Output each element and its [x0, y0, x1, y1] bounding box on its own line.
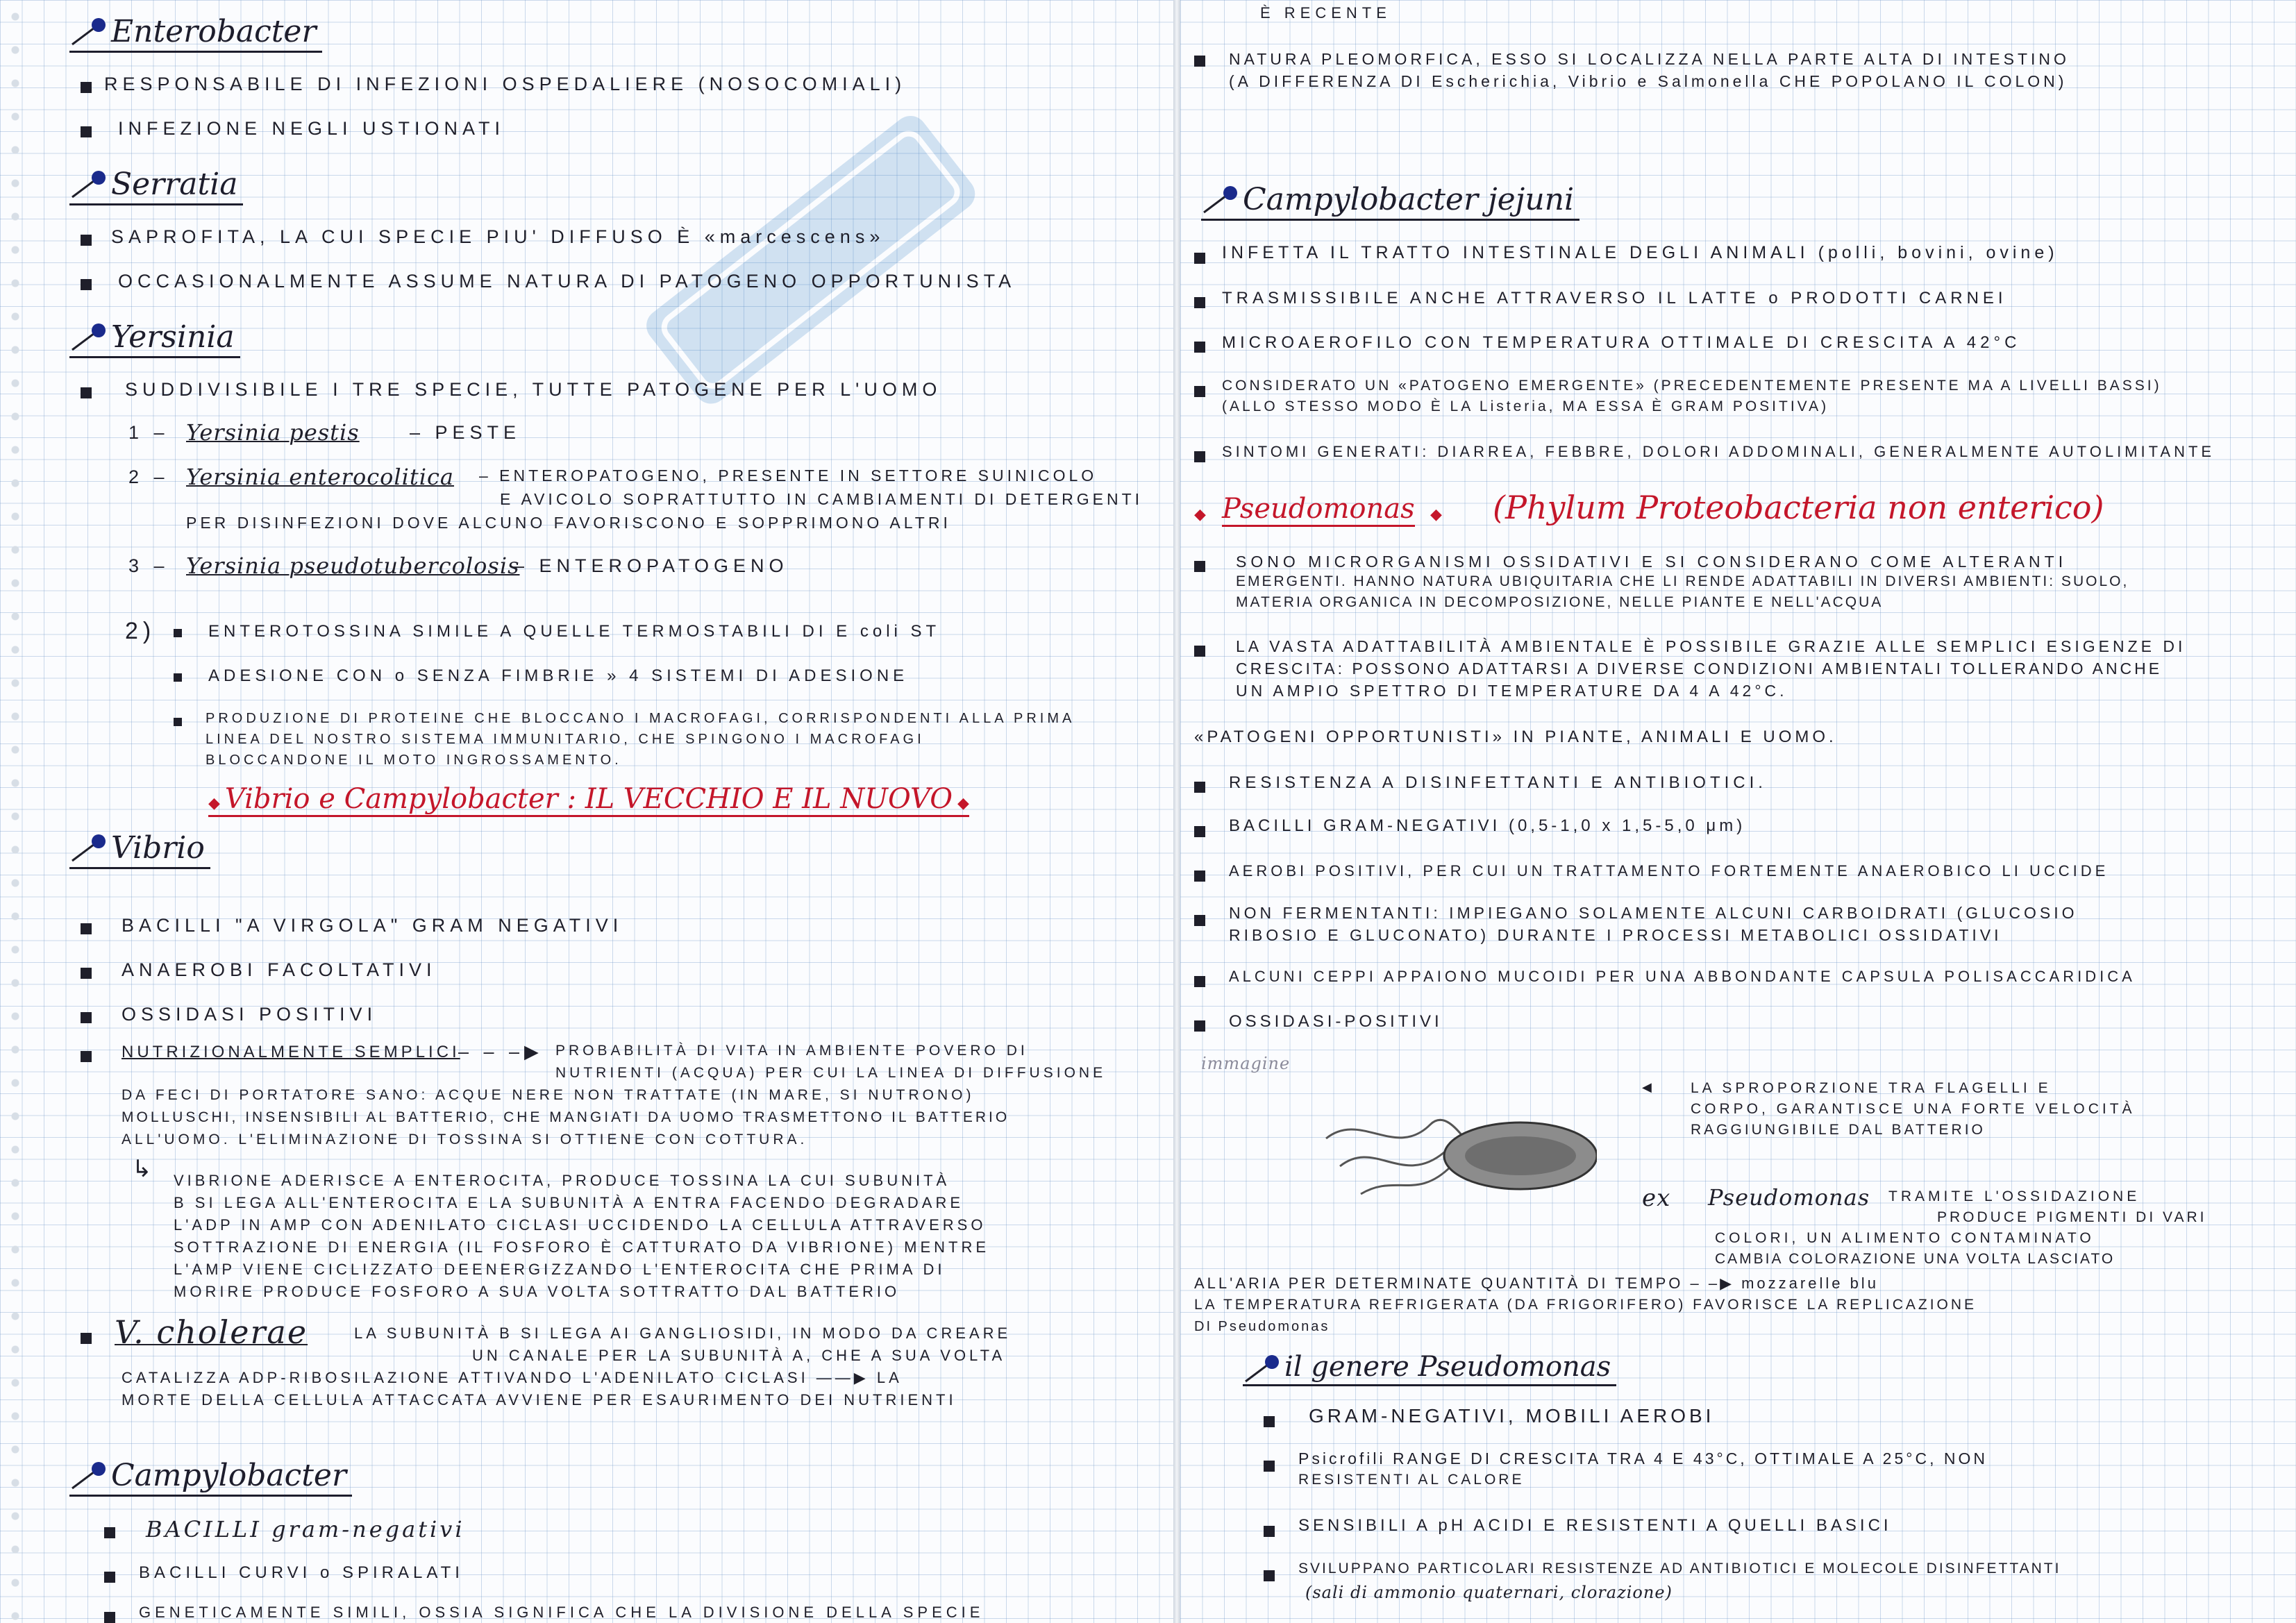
bullet-icon — [174, 629, 182, 637]
phylum-red-title: (Phylum Proteobacteria non enterico) — [1493, 489, 2104, 526]
species-name: Yersinia enterocolitica — [186, 464, 454, 490]
species-desc-cont: PER DISINFEZIONI DOVE ALCUNO FAVORISCONO E SOPPRIMONO ALTRI — [186, 514, 951, 532]
bullet-icon — [81, 1333, 92, 1344]
pseudo-line: «PATOGENI OPPORTUNISTI» IN PIANTE, ANIMALI E UOMO. — [1194, 728, 1837, 746]
pseudo-line: CRESCITA: POSSONO ADATTARSI A DIVERSE CONDIZIONI AMBIENTALI TOLLERANDO ANCHE — [1236, 659, 2163, 678]
pushpin-icon — [1243, 1355, 1283, 1383]
species-name: Yersinia pestis — [186, 419, 360, 446]
heading-text: il genere Pseudomonas — [1284, 1351, 1611, 1383]
ex-line: LA TEMPERATURA REFRIGERATA (DA FRIGORIFERO) FAVORISCE LA REPLICAZIONE — [1194, 1297, 1977, 1313]
bullet-icon — [81, 968, 92, 979]
heading-text: Vibrio — [111, 830, 205, 866]
point-item: BLOCCANDONE IL MOTO INGROSSAMENTO. — [206, 752, 622, 768]
ex-line: CAMBIA COLORAZIONE UNA VOLTA LASCIATO — [1715, 1251, 2115, 1267]
flagella-line: CORPO, GARANTISCE UNA FORTE VELOCITÀ — [1691, 1101, 2136, 1117]
bullet-icon — [1194, 826, 1205, 837]
genere-item-cont: RESISTENTI AL CALORE — [1298, 1472, 1525, 1488]
arrow-icon: – – –▶ — [458, 1041, 544, 1062]
vibrione-line: VIBRIONE ADERISCE A ENTEROCITA, PRODUCE TOSSINA LA CUI SUBUNITÀ — [174, 1172, 950, 1189]
bullet-icon — [81, 82, 92, 93]
ex-line: COLORI, UN ALIMENTO CONTAMINATO — [1715, 1230, 2095, 1246]
heading-serratia — [69, 167, 243, 205]
bullet-icon — [104, 1527, 115, 1538]
species-desc-cont: E AVICOLO SOPRATTUTTO IN CAMBIAMENTI DI DETERGENTI — [500, 490, 1143, 508]
heading-text: Campylobacter — [111, 1458, 347, 1493]
list-item: BACILLI gram-negativi — [146, 1516, 465, 1542]
ex-line: ALL'ARIA PER DETERMINATE QUANTITÀ DI TEMPO – –▶ mozzarelle blu — [1194, 1275, 1879, 1292]
ex-label: ex — [1642, 1184, 1671, 1212]
pseudo-line: SONO MICRORGANISMI OSSIDATIVI E SI CONSIDERANO COME ALTERANTI — [1236, 553, 2068, 571]
pseudo-line: BACILLI GRAM-NEGATIVI (0,5-1,0 x 1,5-5,0 μm) — [1229, 816, 1746, 835]
bullet-icon — [81, 1012, 92, 1023]
bullet-icon — [1264, 1526, 1275, 1537]
pseudo-line: RESISTENZA A DISINFETTANTI E ANTIBIOTICI. — [1229, 773, 1767, 792]
bullet-icon — [81, 126, 92, 137]
list-item: NATURA PLEOMORFICA, ESSO SI LOCALIZZA NELLA PARTE ALTA DI INTESTINO — [1229, 50, 2070, 68]
list-item: OCCASIONALMENTE ASSUME NATURA DI PATOGENO OPPORTUNISTA — [118, 271, 1016, 292]
bullet-icon — [1194, 646, 1205, 657]
list-item: BACILLI CURVI o SPIRALATI — [139, 1563, 464, 1582]
pushpin-icon — [1201, 186, 1241, 214]
pseudomonas-drawing — [1319, 1090, 1597, 1215]
bullet-icon — [1194, 561, 1205, 572]
bullet-icon — [1264, 1416, 1275, 1427]
vibrione-line: B SI LEGA ALL'ENTEROCITA E LA SUBUNITÀ A ENTRA FACENDO DEGRADARE — [174, 1194, 964, 1211]
bullet-icon — [1264, 1570, 1275, 1581]
triangle-bullet-icon: ◀ — [1642, 1080, 1652, 1094]
pushpin-icon — [69, 18, 110, 46]
pseudo-line: RIBOSIO E GLUCONATO) DURANTE I PROCESSI METABOLICI OSSIDATIVI — [1229, 926, 2002, 944]
list-item: SINTOMI GENERATI: DIARREA, FEBBRE, DOLORI ADDOMINALI, GENERALMENTE AUTOLIMITANTE — [1222, 443, 2215, 460]
bullet-icon — [81, 235, 92, 246]
yersinia-intro: SUDDIVISIBILE I TRE SPECIE, TUTTE PATOGENE PER L'UOMO — [125, 379, 942, 400]
point-item: LINEA DEL NOSTRO SISTEMA IMMUNITARIO, CHE SPINGONO I MACROFAGI — [206, 732, 925, 747]
notebook-gutter — [1173, 0, 1180, 1623]
list-item: ANAEROBI FACOLTATIVI — [121, 959, 437, 980]
list-item: OSSIDASI POSITIVI — [121, 1004, 378, 1025]
species-num: 2 – — [128, 466, 169, 487]
species-num: 3 – — [128, 555, 169, 576]
binding-holes — [6, 0, 25, 1623]
bullet-icon — [1194, 451, 1205, 462]
pseudo-line: UN AMPIO SPETTRO DI TEMPERATURE DA 4 A 42°C. — [1236, 682, 1788, 700]
red-title-text: Vibrio e Campylobacter : IL VECCHIO E IL NUOVO — [224, 783, 953, 815]
bullet-icon — [1194, 976, 1205, 987]
nutri-line: MOLLUSCHI, INSENSIBILI AL BATTERIO, CHE MANGIATI DA UOMO TRASMETTONO IL BATTERIO — [121, 1109, 1010, 1125]
heading-yersinia — [69, 319, 240, 358]
genere-item-cont: (sali di ammonio quaternari, clorazione) — [1305, 1583, 1673, 1602]
ex-name: Pseudomonas — [1708, 1184, 1870, 1211]
point-label: 2) — [125, 618, 156, 644]
point-item: ENTEROTOSSINA SIMILE A QUELLE TERMOSTABILI DI E coli ST — [208, 622, 941, 641]
ex-line: TRAMITE L'OSSIDAZIONE — [1888, 1188, 2140, 1204]
genere-item: Psicrofili RANGE DI CRESCITA TRA 4 E 43°C, OTTIMALE A 25°C, NON — [1298, 1449, 1988, 1468]
bullet-icon — [1194, 253, 1205, 264]
list-item: INFETTA IL TRATTO INTESTINALE DEGLI ANIMALI (polli, bovini, ovine) — [1222, 243, 2059, 262]
vibrione-line: SOTTRAZIONE DI ENERGIA (IL FOSFORO È CATTURATO DA VIBRIONE) MENTRE — [174, 1238, 990, 1256]
species-desc: – ENTEROPATOGENO, PRESENTE IN SETTORE SUINICOLO — [479, 466, 1098, 485]
list-item: TRASMISSIBILE ANCHE ATTRAVERSO IL LATTE o PRODOTTI CARNEI — [1222, 289, 2007, 308]
bullet-icon — [1264, 1461, 1275, 1472]
nutri-line: NUTRIENTI (ACQUA) PER CUI LA LINEA DI DIFFUSIONE — [555, 1065, 1107, 1081]
list-item: (A DIFFERENZA DI Escherichia, Vibrio e Salmonella CHE POPOLANO IL COLON) — [1229, 72, 2068, 90]
bullet-icon — [1194, 56, 1205, 67]
cholerae-name: V. cholerae — [115, 1313, 308, 1351]
pushpin-icon — [69, 834, 110, 862]
pseudo-line: AEROBI POSITIVI, PER CUI UN TRATTAMENTO FORTEMENTE ANAEROBICO LI UCCIDE — [1229, 862, 2109, 880]
pseudomonas-red-title: Pseudomonas — [1222, 493, 1415, 527]
pushpin-icon — [69, 171, 110, 199]
heading-campylobacter — [69, 1458, 352, 1497]
image-label: immagine — [1201, 1054, 1291, 1073]
bullet-icon — [1194, 386, 1205, 397]
heading-text: Serratia — [111, 167, 238, 202]
bullet-icon — [81, 1051, 92, 1062]
bullet-icon — [1194, 915, 1205, 926]
list-item: GENETICAMENTE SIMILI, OSSIA SIGNIFICA CHE LA DIVISIONE DELLA SPECIE — [139, 1604, 984, 1621]
bullet-icon — [1194, 297, 1205, 308]
bullet-icon — [81, 387, 92, 398]
cholerae-line: MORTE DELLA CELLULA ATTACCATA AVVIENE PER ESAURIMENTO DEI NUTRIENTI — [121, 1391, 957, 1408]
pseudo-line: OSSIDASI-POSITIVI — [1229, 1012, 1443, 1031]
genere-item: SENSIBILI A pH ACIDI E RESISTENTI A QUELLI BASICI — [1298, 1516, 1892, 1535]
species-num: 1 – — [128, 422, 169, 443]
cholerae-line: CATALIZZA ADP-RIBOSILAZIONE ATTIVANDO L'ADENILATO CICLASI ——▶ LA — [121, 1369, 903, 1386]
bullet-icon — [1194, 871, 1205, 882]
pseudo-line: ALCUNI CEPPI APPAIONO MUCOIDI PER UNA ABBONDANTE CAPSULA POLISACCARIDICA — [1229, 968, 2136, 985]
list-item: SAPROFITA, LA CUI SPECIE PIU' DIFFUSO È «marcescens» — [111, 226, 885, 247]
bullet-icon — [104, 1612, 115, 1623]
cholerae-line: UN CANALE PER LA SUBUNITÀ A, CHE A SUA VOLTA — [472, 1347, 1006, 1364]
list-item: INFEZIONE NEGLI USTIONATI — [118, 118, 505, 139]
list-item-cont: (ALLO STESSO MODO È LA Listeria, MA ESSA È GRAM POSITIVA) — [1222, 398, 1829, 414]
pushpin-icon — [69, 323, 110, 351]
vibrione-line: L'ADP IN AMP CON ADENILATO CICLASI UCCIDENDO LA CELLULA ATTRAVERSO — [174, 1216, 987, 1234]
species-desc: – PESTE — [410, 422, 521, 443]
pseudo-line: MATERIA ORGANICA IN DECOMPOSIZIONE, NELLE PIANTE E NELL'ACQUA — [1236, 594, 1884, 610]
pseudo-line: LA VASTA ADATTABILITÀ AMBIENTALE È POSSIBILE GRAZIE ALLE SEMPLICI ESIGENZE DI — [1236, 637, 2186, 655]
bullet-icon — [1194, 342, 1205, 353]
continuation-line: È RECENTE — [1260, 4, 1391, 22]
arrow-down-icon: ↳ — [132, 1156, 152, 1182]
bullet-icon — [174, 673, 182, 682]
heading-text: Yersinia — [111, 319, 235, 355]
ex-line: PRODUCE PIGMENTI DI VARI — [1937, 1209, 2207, 1225]
nutri-line: DA FECI DI PORTATORE SANO: ACQUE NERE NON TRATTATE (IN MARE, SI NUTRONO) — [121, 1087, 975, 1103]
heading-vibrio — [69, 830, 210, 869]
species-desc: – ENTEROPATOGENO — [514, 555, 789, 576]
heading-genere-pseudomonas — [1243, 1351, 1616, 1386]
bullet-icon — [1194, 782, 1205, 793]
bullet-icon — [81, 923, 92, 934]
nutri-label: NUTRIZIONALMENTE SEMPLICI — [121, 1043, 460, 1061]
red-section-title: ◆ Vibrio e Campylobacter : IL VECCHIO E IL NUOVO ◆ — [208, 783, 969, 817]
cholerae-line: LA SUBUNITÀ B SI LEGA AI GANGLIOSIDI, IN MODO DA CREARE — [354, 1325, 1012, 1342]
heading-campylobacter-jejuni — [1201, 182, 1579, 221]
heading-enterobacter — [69, 14, 322, 53]
heading-text: Campylobacter jejuni — [1243, 182, 1575, 217]
vibrione-line: MORIRE PRODUCE FOSFORO A SUA VOLTA SOTTRATTO DAL BATTERIO — [174, 1283, 900, 1300]
list-item: BACILLI "A VIRGOLA" GRAM NEGATIVI — [121, 915, 623, 936]
bullet-icon — [1194, 1020, 1205, 1032]
pseudo-line: NON FERMENTANTI: IMPIEGANO SOLAMENTE ALCUNI CARBOIDRATI (GLUCOSIO — [1229, 904, 2078, 922]
species-name: Yersinia pseudotubercolosis — [186, 553, 520, 579]
list-item: RESPONSABILE DI INFEZIONI OSPEDALIERE (NOSOCOMIALI) — [104, 74, 907, 94]
point-item: ADESIONE CON o SENZA FIMBRIE » 4 SISTEMI DI ADESIONE — [208, 666, 909, 685]
bullet-icon — [104, 1572, 115, 1583]
genere-item: SVILUPPANO PARTICOLARI RESISTENZE AD ANTIBIOTICI E MOLECOLE DISINFETTANTI — [1298, 1561, 2061, 1576]
list-item: MICROAEROFILO CON TEMPERATURA OTTIMALE DI CRESCITA A 42°C — [1222, 333, 2021, 352]
pseudo-line: EMERGENTI. HANNO NATURA UBIQUITARIA CHE LI RENDE ADATTABILI IN DIVERSI AMBIENTI: SUOLO, — [1236, 573, 2129, 589]
right-page — [1180, 0, 2296, 1623]
list-item: CONSIDERATO UN «PATOGENO EMERGENTE» (PRECEDENTEMENTE PRESENTE MA A LIVELLI BASSI) — [1222, 378, 2162, 394]
flagella-line: LA SPROPORZIONE TRA FLAGELLI E — [1691, 1080, 2052, 1096]
red-diamond-icon: ◆ — [1194, 505, 1206, 523]
point-item: PRODUZIONE DI PROTEINE CHE BLOCCANO I MACROFAGI, CORRISPONDENTI ALLA PRIMA — [206, 711, 1075, 726]
nutri-line: ALL'UOMO. L'ELIMINAZIONE DI TOSSINA SI OTTIENE CON COTTURA. — [121, 1132, 808, 1147]
ex-line: DI Pseudomonas — [1194, 1319, 1330, 1334]
red-diamond-icon: ◆ — [1430, 505, 1442, 523]
flagella-line: RAGGIUNGIBILE DAL BATTERIO — [1691, 1122, 1986, 1138]
bullet-icon — [81, 279, 92, 290]
vibrione-line: L'AMP VIENE CICLIZZATO DEENERGIZZANDO L'ENTEROCITA CHE PRIMA DI — [174, 1261, 946, 1278]
pushpin-icon — [69, 1462, 110, 1490]
bullet-icon — [174, 718, 182, 726]
nutri-line: PROBABILITÀ DI VITA IN AMBIENTE POVERO DI — [555, 1043, 1028, 1059]
genere-item: GRAM-NEGATIVI, MOBILI AEROBI — [1309, 1405, 1715, 1427]
heading-text: Enterobacter — [111, 14, 317, 49]
